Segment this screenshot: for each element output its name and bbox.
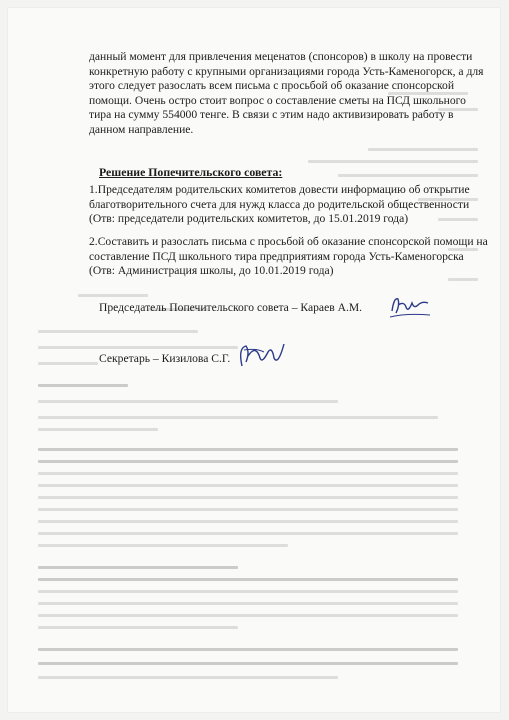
chairman-line: Председатель Попечительского совета – Караев А.М. (99, 301, 363, 314)
secretary-line: Секретарь – Кизилова С.Г. (99, 352, 231, 365)
decision-heading: Решение Попечительского совета: (99, 165, 283, 179)
decision-item-2: 2.Составить и разослать письма с просьбой об оказание спонсорской помощи на составление ПСД школьного тира предприятиям города Усть-Каменогорска (Отв: Администрация школы, до 10.01.2019 года) (89, 235, 488, 277)
decision-item-1: 1.Председателям родительских комитетов довести информацию об открытие благотворительного счета для нужд класса до родительской общественности (Отв: председатели родительских комитетов, до 15.01.2019 года) (89, 183, 470, 225)
document-page (8, 8, 500, 712)
chairman-signature-icon (386, 291, 434, 321)
secretary-signature-icon (234, 338, 298, 374)
intro-paragraph: данный момент для привлечения меценатов (спонсоров) в школу на провести конкретную работу с крупными организациями города Усть-Каменогорск, а для этого следует разослать всем письма с просьбой об оказание спонсорской помощи. Очень остро стоит вопрос о составление сметы на ПСД школьного тира на сумму 554000 тенге. В связи с этим надо активизировать работу в данном направление. (89, 50, 484, 136)
